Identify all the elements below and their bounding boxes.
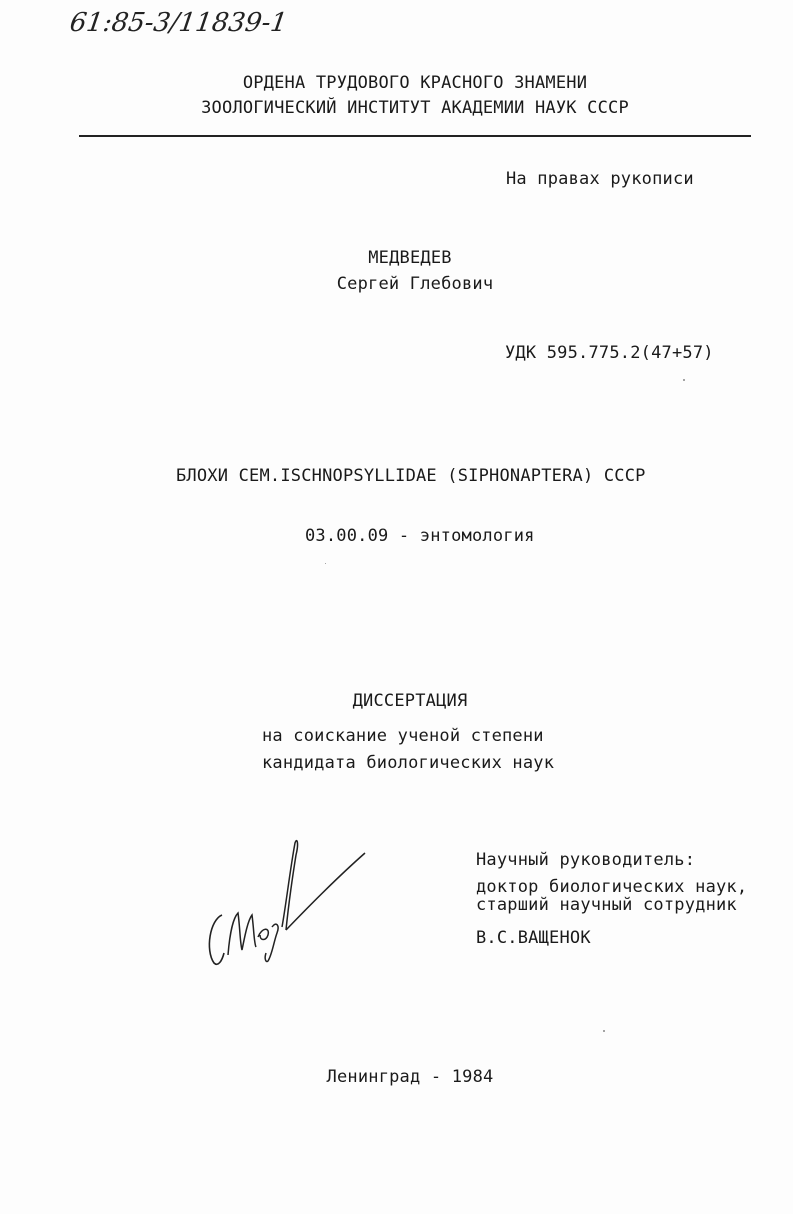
organization-line-2: ЗООЛОГИЧЕСКИЙ ИНСТИТУТ АКАДЕМИИ НАУК СССР bbox=[201, 98, 629, 118]
supervisor-position: старший научный сотрудник bbox=[476, 895, 737, 915]
udk-code: УДК 595.775.2(47+57) bbox=[505, 343, 714, 363]
organization-line-1: ОРДЕНА ТРУДОВОГО КРАСНОГО ЗНАМЕНИ bbox=[242, 73, 588, 93]
scan-speck bbox=[325, 563, 326, 564]
dissertation-heading: ДИССЕРТАЦИЯ bbox=[352, 691, 468, 711]
place-and-year: Ленинград - 1984 bbox=[326, 1067, 494, 1087]
supervisor-label: Научный руководитель: bbox=[476, 850, 696, 870]
author-given-names: Сергей Глебович bbox=[336, 274, 494, 294]
supervisor-degree: доктор биологических наук, bbox=[476, 877, 748, 897]
dissertation-title: БЛОХИ СЕМ.ISCHNOPSYLLIDAE (SIPHONAPTERA) СССР bbox=[176, 466, 646, 486]
specialty-code: 03.00.09 - энтомология bbox=[305, 526, 535, 546]
manuscript-rights: На правах рукописи bbox=[506, 169, 694, 189]
author-signature bbox=[200, 835, 375, 975]
dissertation-line-1: на соискание ученой степени bbox=[262, 726, 544, 746]
supervisor-name: В.С.ВАЩЕНОК bbox=[476, 928, 591, 948]
header-divider bbox=[79, 135, 751, 137]
scan-speck bbox=[683, 379, 685, 381]
author-surname: МЕДВЕДЕВ bbox=[368, 248, 452, 268]
catalog-number-handwritten: 61:85-3/11839-1 bbox=[67, 8, 290, 38]
dissertation-line-2: кандидата биологических наук bbox=[262, 753, 555, 773]
scan-speck bbox=[603, 1030, 605, 1032]
